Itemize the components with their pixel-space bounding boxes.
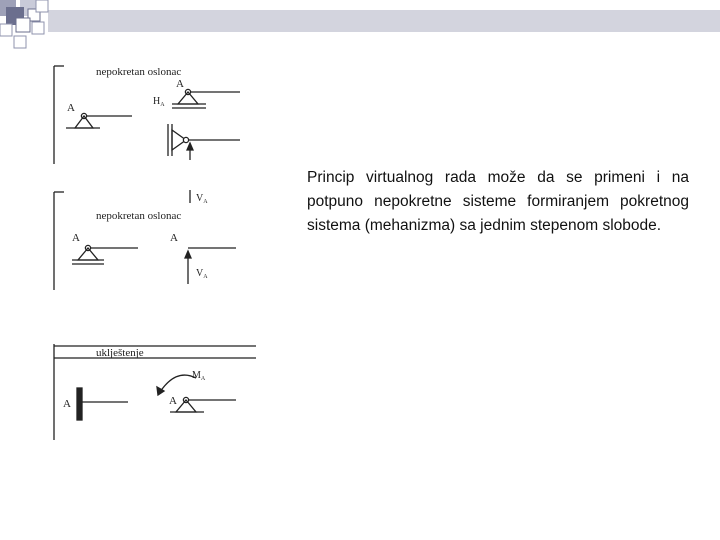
panel1-reaction-label: $H_A$ (153, 96, 165, 108)
panel2-left-label: A (72, 232, 80, 244)
slide-paragraph: Princip virtualnog rada može da se primeni i na potpuno nepokretne sisteme formiranjem pokretnog sistema (mehanizma) sa jednim stepenom slobode. (307, 169, 689, 234)
panel2-right-label: A (170, 232, 178, 244)
panel2-caption: nepokretan oslonac (96, 210, 182, 222)
moment-arc (160, 375, 196, 392)
panel2-top-force: $V_A$ (196, 193, 208, 205)
panel1-caption: nepokretan oslonac (96, 66, 182, 78)
arrow-head (185, 251, 191, 258)
panel2-bottom-force: $V_A$ (196, 268, 208, 280)
arrow-head (187, 143, 193, 150)
panel1-top-label: A (176, 78, 184, 90)
panel3-caption: uklještenje (96, 347, 144, 359)
panel1-left-label: A (67, 102, 75, 114)
fixed-support (77, 388, 82, 420)
panel3-moment: $M_A$ (192, 370, 206, 382)
hinge-pin (183, 137, 188, 142)
panel3-right-label: A (169, 395, 177, 407)
support-diagrams (0, 0, 300, 540)
panel3-left-label: A (63, 398, 71, 410)
